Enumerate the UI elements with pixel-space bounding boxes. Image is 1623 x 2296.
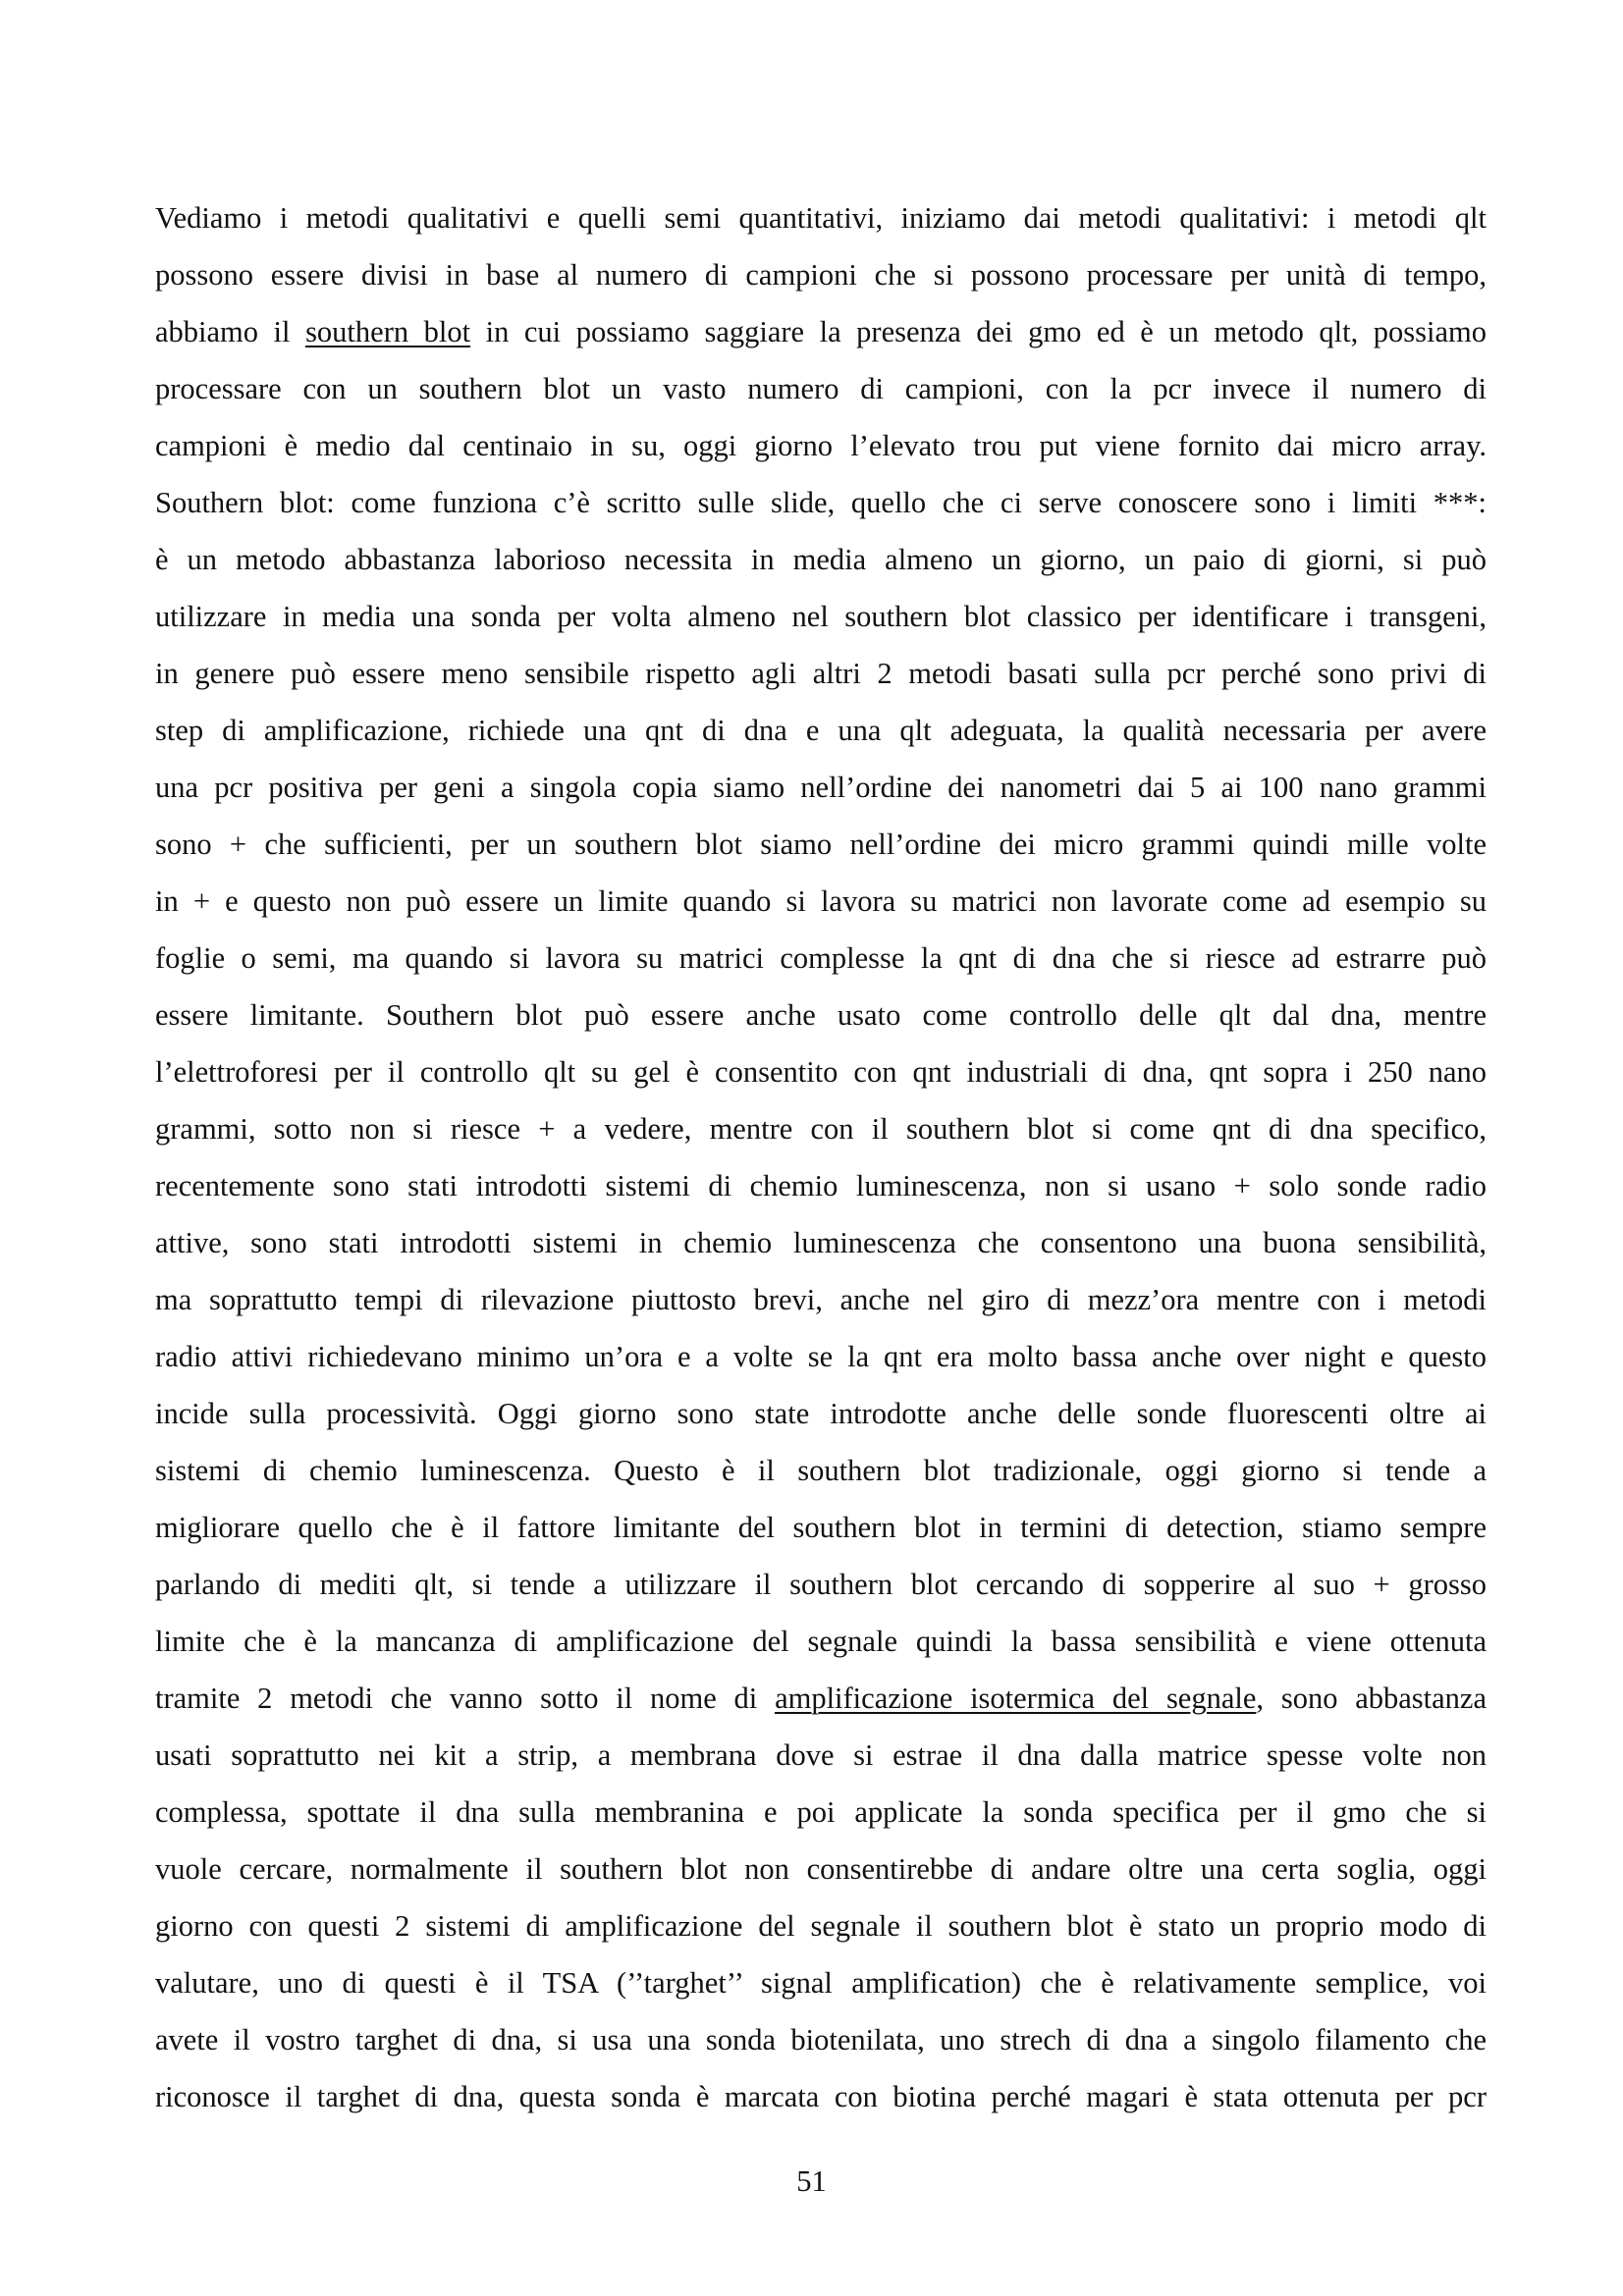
text-line: usati soprattutto nei kit a strip, a membrana dove si estrae il dna dalla matrice spesse volte non xyxy=(155,1738,1487,1772)
text-line: una pcr positiva per geni a singola copia siamo nell’ordine dei nanometri dai 5 ai 100 nano grammi xyxy=(155,771,1487,804)
text-line: radio attivi richiedevano minimo un’ora e a volte se la qnt era molto bassa anche over night e questo xyxy=(155,1340,1487,1373)
text-segment: in cui possiamo saggiare la presenza dei gmo ed è un metodo qlt, possiamo xyxy=(470,315,1487,348)
text-line: parlando di mediti qlt, si tende a utilizzare il southern blot cercando di sopperire al suo + grosso xyxy=(155,1568,1487,1601)
text-line: grammi, sotto non si riesce + a vedere, mentre con il southern blot si come qnt di dna specifico, xyxy=(155,1112,1487,1146)
text-line: recentemente sono stati introdotti sistemi di chemio luminescenza, non si usano + solo sonde radio xyxy=(155,1169,1487,1202)
underlined-term-southern-blot: southern blot xyxy=(305,315,471,348)
text-line: giorno con questi 2 sistemi di amplificazione del segnale il southern blot è stato un proprio modo di xyxy=(155,1909,1487,1943)
text-line: è un metodo abbastanza laborioso necessita in media almeno un giorno, un paio di giorni, si può xyxy=(155,543,1487,576)
text-segment: abbiamo il xyxy=(155,315,306,348)
text-line: Southern blot: come funziona c’è scritto sulle slide, quello che ci serve conoscere sono i limiti ***: xyxy=(155,486,1487,519)
text-line: ma soprattutto tempi di rilevazione piuttosto brevi, anche nel giro di mezz’ora mentre con i metodi xyxy=(155,1283,1487,1316)
text-line: processare con un southern blot un vasto numero di campioni, con la pcr invece il numero di xyxy=(155,372,1487,405)
page-number: 51 xyxy=(796,2164,827,2198)
text-line: incide sulla processività. Oggi giorno sono state introdotte anche delle sonde fluorescenti oltre ai xyxy=(155,1397,1487,1430)
text-segment: , sono abbastanza xyxy=(1256,1682,1488,1715)
text-line: step di amplificazione, richiede una qnt di dna e una qlt adeguata, la qualità necessaria per avere xyxy=(155,714,1487,747)
text-line: essere limitante. Southern blot può essere anche usato come controllo delle qlt dal dna, mentre xyxy=(155,998,1487,1032)
text-line: sono + che sufficienti, per un southern blot siamo nell’ordine dei micro grammi quindi mille volte xyxy=(155,828,1487,861)
text-line xyxy=(155,303,1487,360)
underlined-term-amplificazione-isotermica: amplificazione isotermica del segnale xyxy=(775,1682,1257,1715)
text-line: complessa, spottate il dna sulla membranina e poi applicate la sonda specifica per il gmo che si xyxy=(155,1795,1487,1829)
text-line: attive, sono stati introdotti sistemi in chemio luminescenza che consentono una buona sensibilità, xyxy=(155,1226,1487,1259)
text-line: l’elettroforesi per il controllo qlt su gel è consentito con qnt industriali di dna, qnt sopra i 250 nano xyxy=(155,1055,1487,1089)
text-segment: tramite 2 metodi che vanno sotto il nome di xyxy=(155,1682,776,1715)
text-line: in + e questo non può essere un limite quando si lavora su matrici non lavorate come ad esempio su xyxy=(155,884,1487,918)
text-line: limite che è la mancanza di amplificazione del segnale quindi la bassa sensibilità e viene ottenuta xyxy=(155,1625,1487,1658)
text-line: campioni è medio dal centinaio in su, oggi giorno l’elevato trou put viene fornito dai micro array. xyxy=(155,429,1487,462)
text-line: foglie o semi, ma quando si lavora su matrici complesse la qnt di dna che si riesce ad estrarre può xyxy=(155,941,1487,975)
body-text xyxy=(155,189,1487,2125)
text-line: Vediamo i metodi qualitativi e quelli semi quantitativi, iniziamo dai metodi qualitativi: i metodi qlt xyxy=(155,201,1487,235)
text-line: migliorare quello che è il fattore limitante del southern blot in termini di detection, stiamo sempre xyxy=(155,1511,1487,1544)
text-line: in genere può essere meno sensibile rispetto agli altri 2 metodi basati sulla pcr perché sono privi di xyxy=(155,657,1487,690)
text-line: riconosce il targhet di dna, questa sonda è marcata con biotina perché magari è stata ottenuta per pcr xyxy=(155,2080,1487,2113)
text-line: sistemi di chemio luminescenza. Questo è il southern blot tradizionale, oggi giorno si tende a xyxy=(155,1454,1487,1487)
text-line: valutare, uno di questi è il TSA (’’targhet’’ signal amplification) che è relativamente semplice, voi xyxy=(155,1966,1487,2000)
text-line: avete il vostro targhet di dna, si usa una sonda biotenilata, uno strech di dna a singolo filamento che xyxy=(155,2023,1487,2056)
text-line xyxy=(155,1670,1487,1727)
text-line: vuole cercare, normalmente il southern blot non consentirebbe di andare oltre una certa soglia, oggi xyxy=(155,1852,1487,1886)
text-line: possono essere divisi in base al numero di campioni che si possono processare per unità di tempo, xyxy=(155,258,1487,292)
text-line: utilizzare in media una sonda per volta almeno nel southern blot classico per identificare i transgeni, xyxy=(155,600,1487,633)
